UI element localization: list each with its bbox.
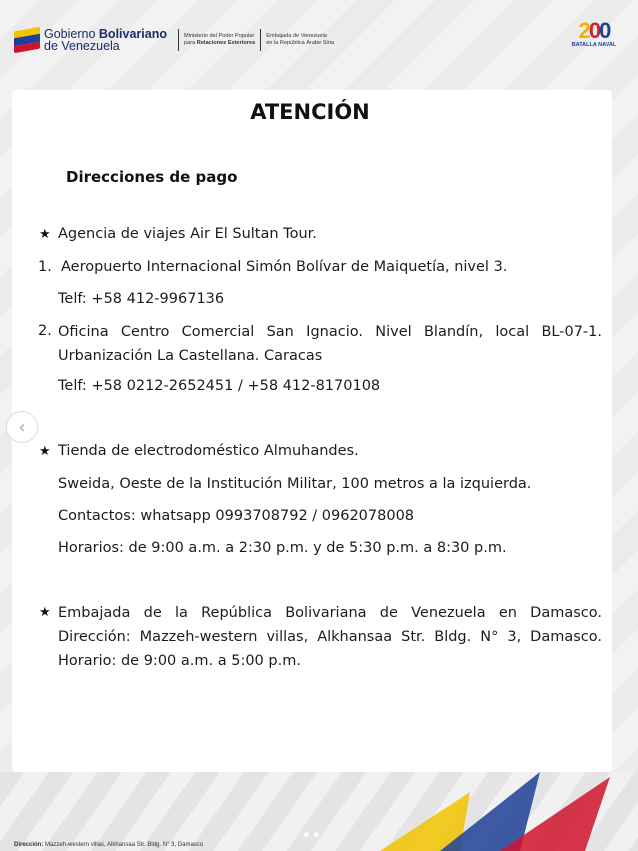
item2-address: Oficina Centro Comercial San Ignacio. Nivel Blandín, local BL-07-1. Urbanización La Castellana. Caracas (58, 324, 602, 364)
decorative-footer-band (0, 772, 638, 851)
ministry-line2-prefix: para (183, 40, 197, 46)
store-heading: Tienda de electrodoméstico Almuhandes. (58, 443, 359, 459)
star-bullet-icon: ★ (39, 444, 51, 459)
page-title: ATENCIÓN (250, 100, 370, 124)
item1-phone: Telf: +58 412-9967136 (58, 291, 225, 307)
gov-line1-bold: Bolivariano (98, 27, 167, 41)
item2-phone: Telf: +58 0212-2652451 / +58 412-8170108 (58, 378, 381, 394)
footer-address (14, 842, 203, 848)
store-hours: Horarios: de 9:00 a.m. a 2:30 p.m. y de 5:30 p.m. a 8:30 p.m. (58, 540, 507, 556)
star-bullet-icon: ★ (39, 605, 51, 620)
embassy-info: Embajada de la República Bolivariana de Venezuela en Damasco. Dirección: Mazzeh-western villas, Alkhansaa Str. Bldg. N° 3, Damasco. Horario: de 9:00 a.m. a 5:00 p.m. (58, 605, 602, 669)
chevron-left-icon: ‹ (18, 416, 26, 438)
government-logo-text (44, 28, 167, 52)
header-divider (178, 29, 179, 51)
logo-number: 200 (578, 18, 610, 43)
star-bullet-icon: ★ (39, 227, 51, 242)
header-banner (0, 0, 638, 80)
carousel-indicator (304, 832, 319, 837)
gov-line2: de Venezuela (44, 39, 120, 53)
agency-heading: Agencia de viajes Air El Sultan Tour. (58, 226, 317, 242)
logo-subtitle: BATALLA NAVAL (571, 42, 617, 48)
ministry-text (184, 33, 255, 47)
item1-address: Aeropuerto Internacional Simón Bolívar de Maiquetía, nivel 3. (61, 259, 508, 275)
embassy-line2: en la República Árabe Siria (266, 40, 334, 46)
venezuela-flag-icon (14, 27, 40, 54)
gov-line1-prefix: Gobierno (44, 27, 99, 41)
bicentennial-logo (570, 20, 618, 60)
store-address: Sweida, Oeste de la Institución Militar, 100 metros a la izquierda. (58, 476, 532, 492)
section-subtitle: Direcciones de pago (66, 168, 238, 186)
header-divider (260, 29, 261, 51)
ministry-line2-bold: Relaciones Exteriores (196, 40, 256, 46)
footer-address-text: Mazzeh-western villas, Alkhansaa Str. Bldg. N° 3, Damasco (43, 842, 204, 848)
previous-slide-button[interactable] (6, 411, 38, 443)
item-number: 1. (38, 259, 52, 275)
embassy-text (266, 33, 334, 47)
embassy-line1: Embajada de Venezuela (266, 33, 327, 39)
footer-label: Dirección: (14, 842, 44, 848)
store-contacts: Contactos: whatsapp 0993708792 / 0962078008 (58, 508, 415, 524)
item-number: 2. (38, 323, 52, 339)
sail-decoration-icon (0, 772, 638, 851)
ministry-line1: Ministerio del Poder Popular (183, 33, 255, 39)
